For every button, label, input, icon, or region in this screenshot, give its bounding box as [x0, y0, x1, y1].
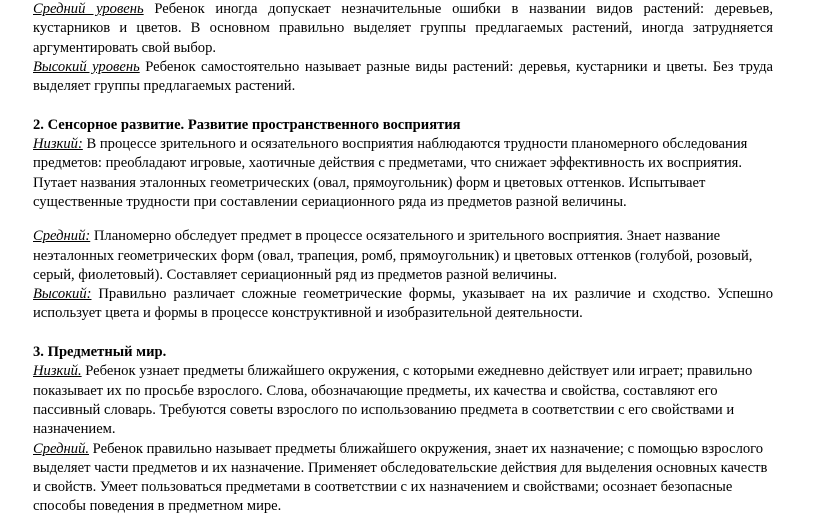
- sec2-low-text: В процессе зрительного и осязательного восприятия наблюдаются трудности планомерного обследования предметов: преобладают игровые, хаотичные действия с предметами, что снижает эффективность их восприятия. Путает названия эталонных геометрических (овал, прямоугольник) форм и цветовых оттенков. Испытывает существенные трудности при составлении сериационного ряда из предметов разной величины.: [33, 136, 748, 210]
- sec2-mid-label: Средний:: [33, 228, 91, 245]
- sec1-mid-label: Средний уровень: [33, 1, 144, 17]
- sec3-low-label: Низкий.: [33, 363, 82, 380]
- sec2-mid-text: Планомерно обследует предмет в процессе осязательного и зрительного восприятия. Знает название неэталонных геометрических форм (овал, трапеция, ромб, прямоугольник) и цветовых оттенков (голубой, розовый, серый, фиолетовый). Составляет сериационный ряд из предметов разной величины.: [33, 228, 753, 283]
- spacer: [33, 212, 773, 227]
- sec3-low-text: Ребенок узнает предметы ближайшего окружения, с которыми ежедневно действует или играет; правильно показывает их по просьбе взрослого. Слова, обозначающие предметы, их качества и свойства, составляют его пассивный словарь. Требуются советы взрослого по использованию предмета в соответствии с его свойствами и назначением.: [33, 363, 753, 438]
- sec2-low-label: Низкий:: [33, 136, 83, 153]
- sec3-heading: 3. Предметный мир.: [33, 344, 167, 361]
- sec1-mid-text: Ребенок иногда допускает незначительные ошибки в названии видов растений: деревьев, кустарников и цветов. В основном правильно выделяет группы предлагаемых растений, иногда затрудняется аргументировать свой выбор.: [33, 1, 773, 56]
- sec2-high-label: Высокий:: [33, 286, 92, 303]
- sec2-high-paragraph: [33, 285, 773, 324]
- sec1-high-label: Высокий уровень: [33, 58, 140, 75]
- sec1-high-paragraph: [33, 58, 773, 97]
- document-page: [33, 0, 773, 517]
- sec3-mid-label: Средний.: [33, 440, 90, 457]
- spacer: [33, 324, 773, 343]
- sec2-high-text: Правильно различает сложные геометрические формы, указывает на их различие и сходство. Успешно использует цвета и формы в процессе конструктивной и изобразительной деятельности.: [33, 286, 773, 322]
- sec1-mid-paragraph: [33, 0, 773, 58]
- sec2-heading: 2. Сенсорное развитие. Развитие пространственного восприятия: [33, 116, 461, 133]
- spacer: [33, 96, 773, 115]
- sec1-high-text: Ребенок самостоятельно называет разные виды растений: деревья, кустарники и цветы. Без труда выделяет группы предлагаемых растений.: [33, 58, 773, 95]
- sec3-mid-text: Ребенок правильно называет предметы ближайшего окружения, знает их назначение; с помощью взрослого выделяет части предметов и их назначение. Применяет обследовательские действия для выделения основных качеств и свойств. Умеет пользоваться предметами в соответствии с их назначением и свойствами; осознает безопасные способы поведения в предметном мире.: [33, 440, 768, 515]
- sec2-mid-paragraph: [33, 227, 773, 285]
- sec2-low-paragraph: [33, 135, 773, 212]
- sec3-mid-paragraph: [33, 440, 773, 517]
- sec3-low-paragraph: [33, 362, 773, 439]
